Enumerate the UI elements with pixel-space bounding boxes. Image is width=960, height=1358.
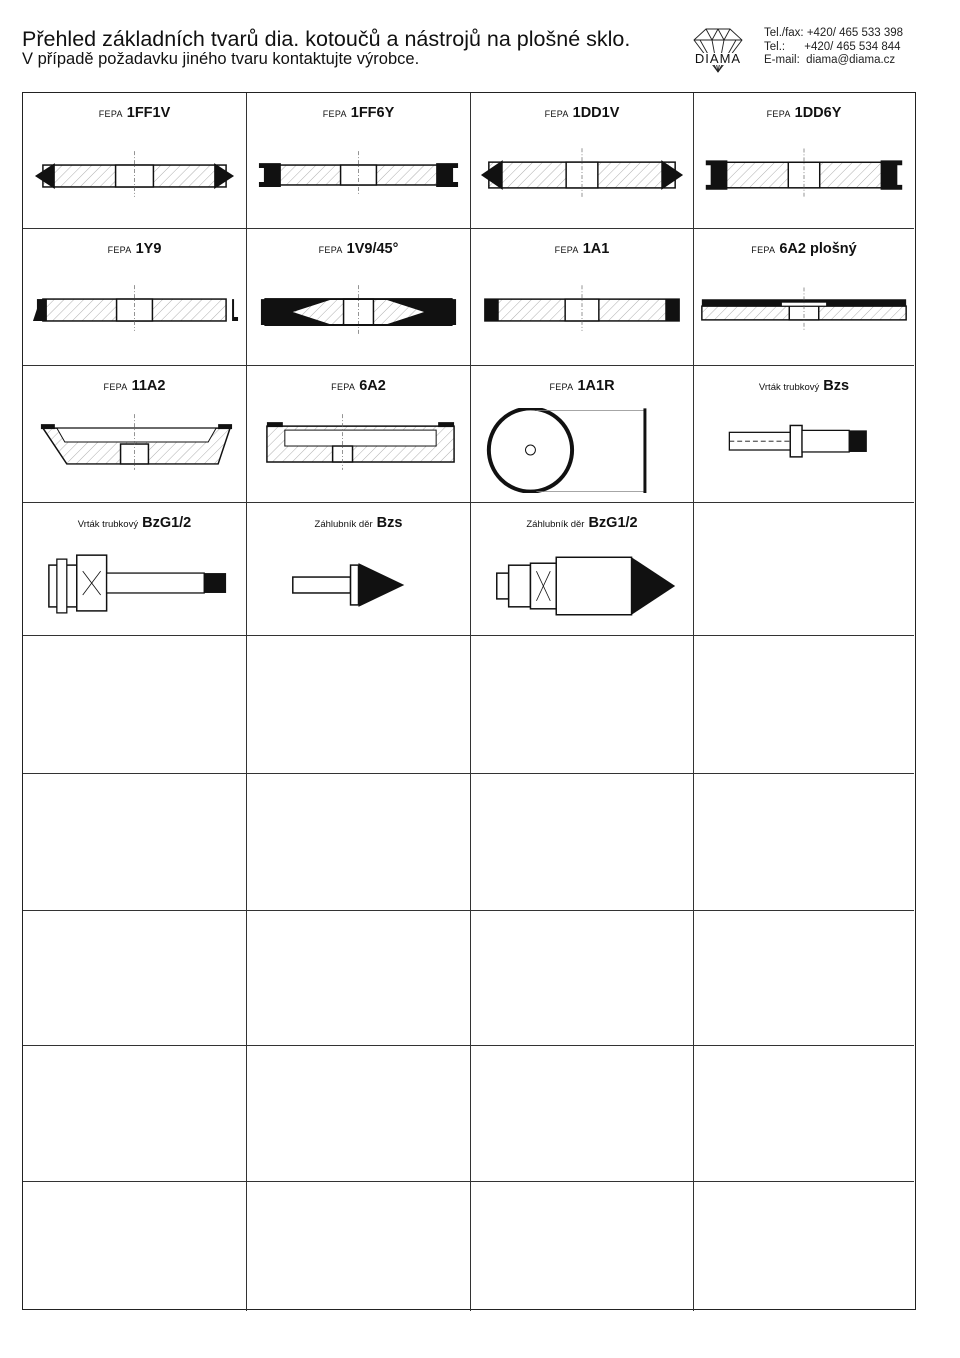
shape-drawing bbox=[247, 135, 470, 220]
shape-label-prefix: FEPA bbox=[331, 382, 356, 392]
shape-cell bbox=[471, 366, 694, 503]
shape-drawing bbox=[247, 408, 470, 493]
contact-telfax: Tel./fax: +420/ 465 533 398 bbox=[764, 27, 904, 39]
shape-label bbox=[694, 105, 914, 121]
shape-label-prefix: Vrták trubkový bbox=[77, 519, 139, 530]
empty-cell bbox=[471, 774, 694, 911]
shape-label bbox=[694, 241, 914, 257]
shape-code: 1FF1V bbox=[126, 105, 171, 121]
shape-cell bbox=[23, 93, 247, 229]
shape-drawing bbox=[23, 408, 246, 493]
shape-label bbox=[23, 241, 246, 257]
shape-label bbox=[247, 515, 470, 531]
shape-cell bbox=[471, 93, 694, 229]
shape-label bbox=[247, 378, 470, 394]
shape-drawing bbox=[23, 271, 246, 356]
shape-label bbox=[471, 241, 693, 257]
shape-cell bbox=[247, 503, 471, 636]
shape-label-prefix: FEPA bbox=[318, 245, 343, 255]
shape-label bbox=[694, 378, 914, 394]
shape-label-prefix: FEPA bbox=[98, 109, 123, 119]
empty-cell bbox=[694, 636, 914, 774]
shape-cell bbox=[694, 366, 914, 503]
diama-logo bbox=[688, 26, 748, 78]
shape-label-prefix: Záhlubník děr bbox=[314, 519, 373, 530]
empty-cell bbox=[694, 1182, 914, 1311]
shape-code: 1DD6Y bbox=[794, 105, 842, 121]
empty-cell bbox=[471, 1046, 694, 1182]
empty-cell bbox=[247, 1182, 471, 1311]
shape-drawing bbox=[247, 271, 470, 356]
shape-code: 6A2 plošný bbox=[779, 241, 857, 257]
empty-cell bbox=[23, 636, 247, 774]
page-subtitle: V případě požadavku jiného tvaru kontaktujte výrobce. bbox=[22, 50, 420, 68]
shape-label-prefix: FEPA bbox=[751, 245, 776, 255]
shape-label-prefix: FEPA bbox=[107, 245, 132, 255]
shape-code: 1Y9 bbox=[135, 241, 162, 257]
empty-cell bbox=[694, 911, 914, 1046]
shape-drawing bbox=[23, 135, 246, 220]
empty-cell bbox=[23, 911, 247, 1046]
shape-label-prefix: Záhlubník děr bbox=[526, 519, 585, 530]
empty-cell bbox=[23, 1182, 247, 1311]
empty-cell bbox=[23, 774, 247, 911]
shape-label-prefix: FEPA bbox=[322, 109, 347, 119]
contact-tel: Tel.: +420/ 465 534 844 bbox=[764, 40, 901, 53]
shape-drawing bbox=[694, 408, 914, 493]
shape-code: BzG1/2 bbox=[142, 515, 192, 531]
shape-label bbox=[471, 105, 693, 121]
shape-cell bbox=[694, 229, 914, 366]
shape-code: 1DD1V bbox=[572, 105, 620, 121]
shape-drawing bbox=[247, 545, 470, 630]
shape-code: Bzs bbox=[823, 378, 850, 394]
shape-label-prefix: FEPA bbox=[549, 382, 574, 392]
shape-cell bbox=[471, 503, 694, 636]
empty-cell bbox=[23, 1046, 247, 1182]
shape-cell bbox=[247, 229, 471, 366]
empty-cell bbox=[694, 774, 914, 911]
empty-cell bbox=[247, 1046, 471, 1182]
shape-label bbox=[471, 515, 693, 531]
shape-label-prefix: FEPA bbox=[766, 109, 791, 119]
shape-drawing bbox=[471, 135, 693, 220]
empty-cell bbox=[247, 911, 471, 1046]
empty-cell bbox=[471, 636, 694, 774]
shape-label-prefix: FEPA bbox=[103, 382, 128, 392]
shape-label bbox=[23, 378, 246, 394]
contact-block bbox=[764, 27, 903, 68]
shape-label bbox=[23, 515, 246, 531]
shape-code: 1A1 bbox=[582, 241, 610, 257]
empty-cell bbox=[471, 1182, 694, 1311]
shape-cell bbox=[247, 366, 471, 503]
page-title: Přehled základních tvarů dia. kotoučů a nástrojů na plošné sklo. bbox=[22, 27, 631, 51]
empty-cell bbox=[247, 636, 471, 774]
shape-code: 1FF6Y bbox=[350, 105, 395, 121]
shape-drawing bbox=[694, 135, 914, 220]
shape-label bbox=[247, 105, 470, 121]
shape-drawing bbox=[471, 271, 693, 356]
svg-text:DIAMA: DIAMA bbox=[694, 51, 742, 66]
shape-code: BzG1/2 bbox=[588, 515, 638, 531]
shape-table bbox=[22, 92, 916, 1310]
shape-cell bbox=[23, 503, 247, 636]
shape-drawing bbox=[471, 408, 693, 493]
shape-code: 1A1R bbox=[577, 378, 615, 394]
empty-cell bbox=[694, 1046, 914, 1182]
shape-code: 1V9/45° bbox=[346, 241, 399, 257]
contact-email: E-mail: diama@diama.cz bbox=[764, 54, 896, 66]
shape-drawing bbox=[694, 271, 914, 356]
shape-label-prefix: FEPA bbox=[544, 109, 569, 119]
shape-cell bbox=[247, 93, 471, 229]
shape-label-prefix: Vrták trubkový bbox=[758, 382, 820, 393]
shape-cell bbox=[694, 93, 914, 229]
shape-cell bbox=[23, 229, 247, 366]
shape-label bbox=[23, 105, 246, 121]
shape-drawing bbox=[471, 545, 693, 630]
shape-label-prefix: FEPA bbox=[554, 245, 579, 255]
empty-cell bbox=[694, 503, 914, 636]
shape-label bbox=[247, 241, 470, 257]
empty-cell bbox=[247, 774, 471, 911]
shape-drawing bbox=[23, 545, 246, 630]
shape-label bbox=[471, 378, 693, 394]
shape-code: 11A2 bbox=[131, 378, 166, 394]
shape-code: Bzs bbox=[376, 515, 403, 531]
shape-code: 6A2 bbox=[359, 378, 386, 394]
shape-cell bbox=[23, 366, 247, 503]
shape-cell bbox=[471, 229, 694, 366]
empty-cell bbox=[471, 911, 694, 1046]
